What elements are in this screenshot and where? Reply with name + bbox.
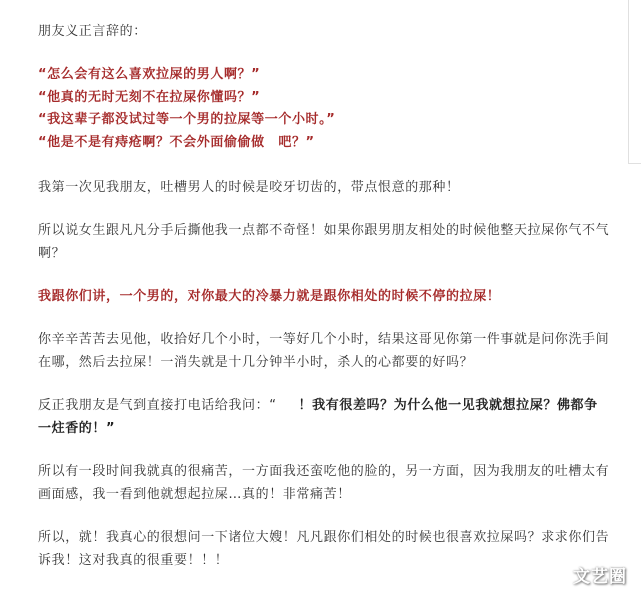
side-panel-edge (628, 0, 641, 164)
watermark-logo: 文艺圈 (573, 567, 627, 587)
paragraph-meeting: 你辛辛苦苦去见他，收拾好几个小时，一等好几个小时，结果这哥见你第一件事就是问你洗手间在哪，然后去拉屎！一消失就是十几分钟半小时，杀人的心都要的好吗？ (38, 332, 610, 370)
phone-call-lead: 反正我朋友是气到直接打电话给我问：“ (38, 398, 277, 413)
article-body (38, 20, 610, 572)
paragraph-first-meeting: 我第一次见我朋友，吐槽男人的时候是咬牙切齿的，带点恨意的那种！ (38, 180, 460, 195)
quote-line-2: “他真的无时无刻不在拉屎你懂吗？” (38, 89, 261, 105)
quote-block (38, 64, 610, 154)
paragraph-painful: 所以有一段时间我就真的很痛苦，一方面我还蛮吃他的脸的，另一方面，因为我朋友的吐槽太有画面感，我一看到他就想起拉屎…真的！非常痛苦！ (38, 464, 610, 502)
paragraph-breakup: 所以说女生跟凡凡分手后撕他我一点都不奇怪！如果你跟男朋友相处的时候他整天拉屎你气不气啊？ (38, 223, 610, 261)
quote-line-1: “怎么会有这么喜欢拉屎的男人啊？” (38, 67, 261, 82)
paragraph-cold-violence: 我跟你们讲，一个男的，对你最大的冷暴力就是跟你相处的时候不停的拉屎！ (38, 289, 501, 304)
paragraph-question: 所以，就！我真心的很想问一下诸位大嫂！凡凡跟你们相处的时候也很喜欢拉屎吗？求求你们告诉我！这对我真的很重要！！！ (38, 530, 610, 568)
quote-line-3: “我这辈子都没试过等一个男的拉屎等一个小时。” (38, 112, 336, 127)
intro-paragraph: 朋友义正言辞的： (38, 24, 147, 39)
quote-line-4: “他是不是有痔疮啊？不会外面偷偷做 吧？” (38, 134, 315, 150)
phone-call-quote: ！我有很差吗？为什么他一见我就想拉屎？佛都争一炷香的！” (38, 398, 598, 436)
paragraph-phone-call (38, 394, 610, 440)
